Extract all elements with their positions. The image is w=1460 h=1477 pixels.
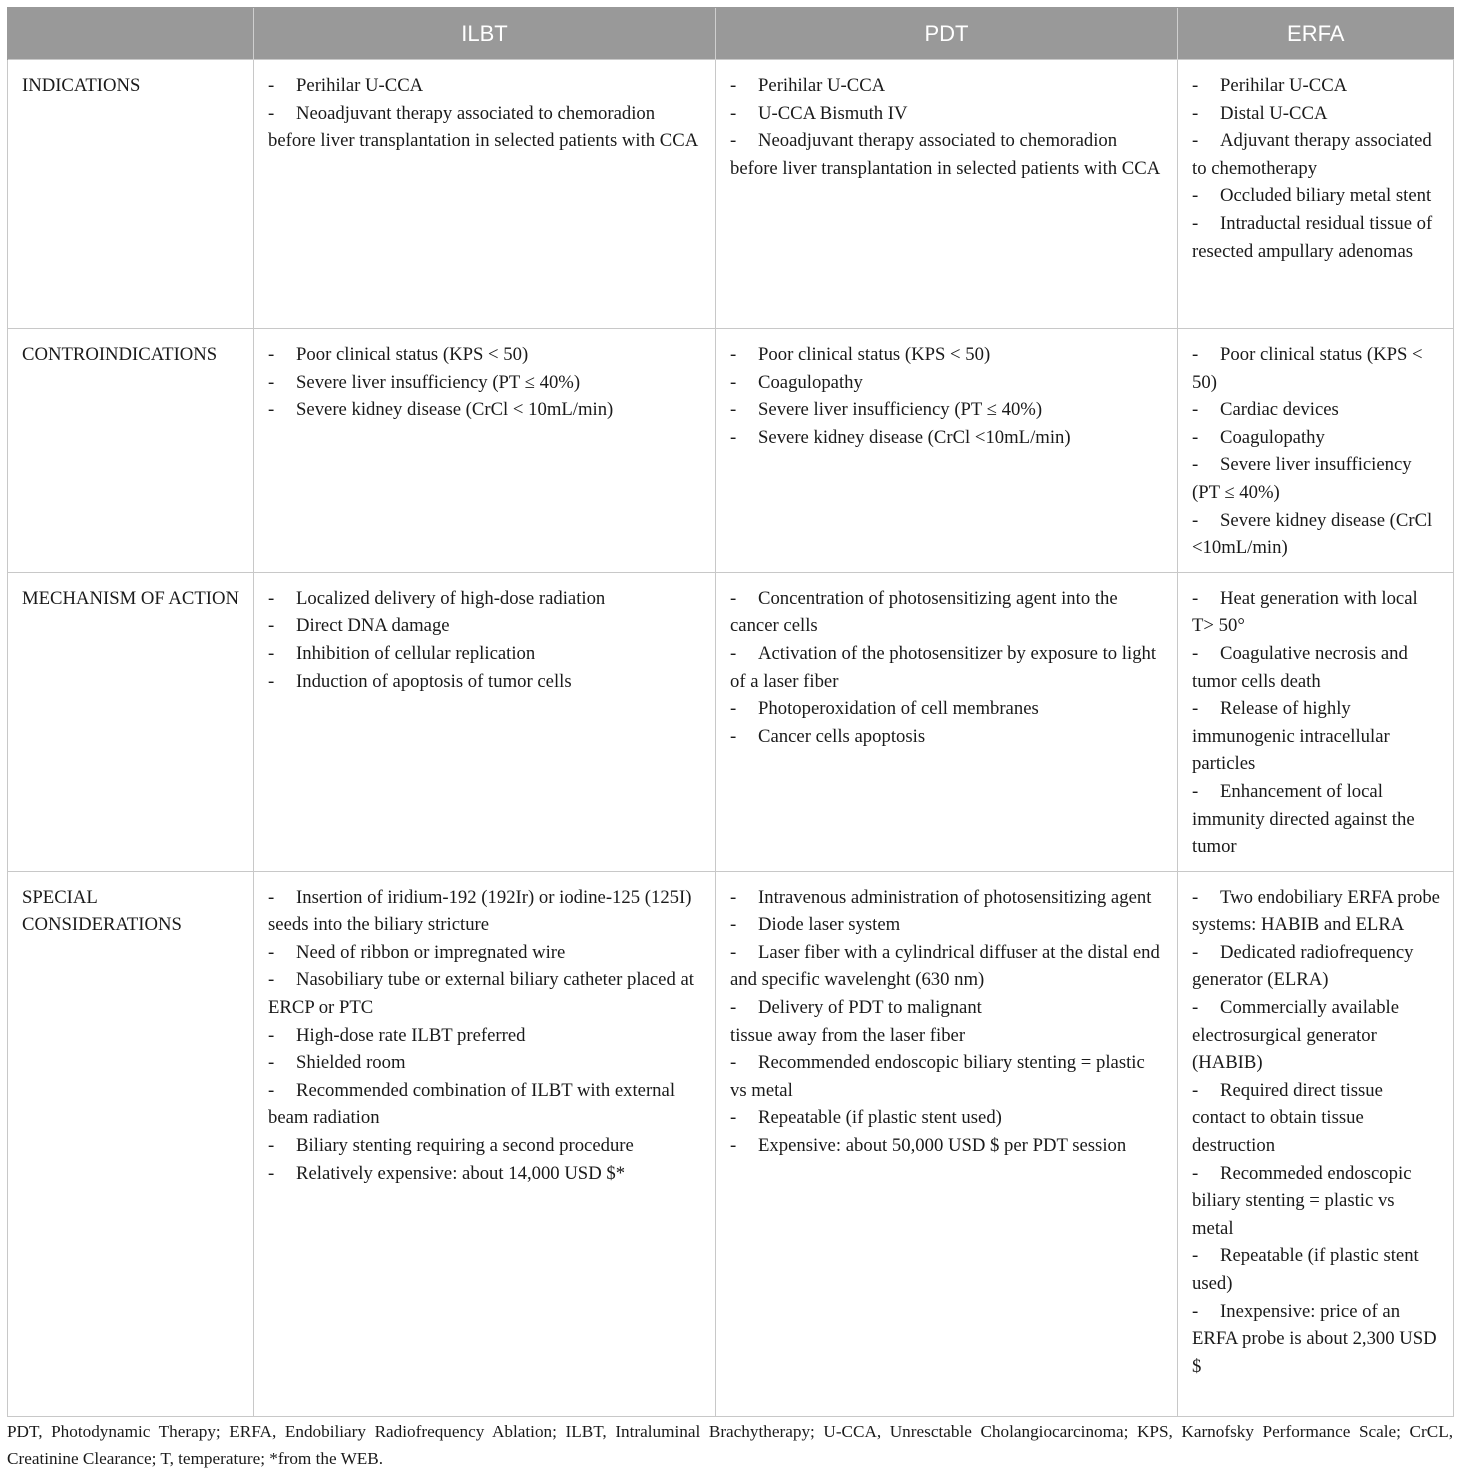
- item-text: Inexpensive: price of an ERFA probe is about 2,300 USD $: [1192, 1300, 1437, 1377]
- header-corner: [8, 8, 254, 60]
- item-text: Coagulopathy: [1220, 426, 1325, 448]
- item-text: U-CCA Bismuth IV: [758, 102, 908, 124]
- item-text: Poor clinical status (KPS < 50): [296, 344, 529, 365]
- list-item: [1192, 507, 1440, 562]
- pdt-cell: [716, 60, 1178, 329]
- bullet-dash: -: [730, 1052, 737, 1074]
- bullet-dash: -: [268, 371, 275, 393]
- bullet-dash: -: [1192, 997, 1199, 1019]
- list-item: [730, 72, 1164, 100]
- item-text: Repeatable (if plastic stent used): [758, 1107, 1002, 1129]
- list-item: [1192, 585, 1440, 640]
- item-text: Poor clinical status (KPS < 50): [758, 344, 991, 365]
- bullet-dash: -: [1192, 941, 1199, 963]
- bullet-dash: -: [268, 969, 275, 991]
- list-item: [730, 640, 1164, 695]
- table-row: [8, 871, 1454, 1416]
- bullet-dash: -: [268, 642, 275, 664]
- list-item: [1192, 1160, 1440, 1243]
- list-item: [730, 369, 1164, 397]
- erfa-cell: [1178, 871, 1454, 1416]
- list-item: [268, 1077, 702, 1132]
- list-item: [1192, 778, 1440, 861]
- ilbt-cell: [254, 329, 716, 573]
- list-item: [730, 1049, 1164, 1104]
- bullet-dash: -: [268, 1162, 275, 1184]
- bullet-dash: -: [268, 587, 275, 609]
- bullet-dash: -: [730, 102, 737, 124]
- table-row: [8, 572, 1454, 871]
- list-item: [1192, 341, 1440, 396]
- bullet-dash: -: [1192, 698, 1199, 720]
- item-text: Severe liver insufficiency (PT ≤ 40%): [758, 399, 1043, 421]
- list-item: [730, 1022, 1164, 1050]
- item-text: Direct DNA damage: [296, 615, 450, 637]
- item-text: Enhancement of local immunity directed against the tumor: [1192, 780, 1415, 858]
- item-text: Insertion of iridium-192 (192Ir) or iodine-125 (125I) seeds into the biliary stricture: [268, 886, 692, 936]
- bullet-dash: -: [268, 886, 275, 908]
- item-text: Neoadjuvant therapy associated to chemoradion before liver transplantation in selected patients with CCA: [730, 130, 1161, 179]
- ilbt-cell: [254, 871, 716, 1416]
- list-item: [730, 127, 1164, 182]
- bullet-dash: -: [1192, 399, 1199, 421]
- bullet-dash: -: [268, 941, 275, 963]
- table-row: [8, 329, 1454, 573]
- item-text: Delivery of PDT to malignant: [758, 997, 982, 1019]
- list-item: [730, 994, 1164, 1022]
- bullet-dash: -: [730, 587, 737, 609]
- item-text: Diode laser system: [758, 914, 901, 936]
- item-text: Distal U-CCA: [1220, 102, 1328, 124]
- list-item: [1192, 640, 1440, 695]
- table-header-row: [8, 8, 1454, 60]
- item-text: Severe kidney disease (CrCl <10mL/min): [758, 426, 1071, 448]
- item-text: Release of highly immunogenic intracellular particles: [1192, 698, 1390, 775]
- item-text: Perihilar U-CCA: [1220, 75, 1348, 96]
- header-ilbt: ILBT: [254, 8, 716, 60]
- ilbt-cell: [254, 60, 716, 329]
- bullet-dash: -: [1192, 426, 1199, 448]
- row-label: SPECIAL CONSIDERATIONS: [8, 871, 254, 1416]
- erfa-cell: [1178, 329, 1454, 573]
- list-item: [730, 1104, 1164, 1132]
- item-text: Intraductal residual tissue of resected ampullary adenomas: [1192, 212, 1433, 262]
- item-text: High-dose rate ILBT preferred: [296, 1024, 526, 1046]
- list-item: [268, 341, 702, 369]
- item-text: Repeatable (if plastic stent used): [1192, 1245, 1419, 1294]
- bullet-dash: -: [268, 102, 275, 124]
- item-text: Activation of the photosensitizer by exposure to light of a laser fiber: [730, 642, 1157, 692]
- list-item: [1192, 884, 1440, 939]
- bullet-dash: -: [1192, 102, 1199, 124]
- list-item: [1192, 182, 1440, 210]
- list-item: [730, 884, 1164, 912]
- bullet-dash: -: [730, 344, 737, 365]
- item-text: Severe kidney disease (CrCl < 10mL/min): [296, 399, 614, 421]
- list-item: [1192, 1298, 1440, 1381]
- bullet-dash: -: [268, 1052, 275, 1074]
- bullet-dash: -: [1192, 1079, 1199, 1101]
- item-text: Neoadjuvant therapy associated to chemoradion before liver transplantation in selected patients with CCA: [268, 102, 699, 152]
- comparison-table: [7, 7, 1454, 1417]
- list-item: [1192, 1077, 1440, 1160]
- list-item: [730, 911, 1164, 939]
- list-item: [730, 585, 1164, 640]
- list-item: [1192, 210, 1440, 265]
- bullet-dash: -: [1192, 1162, 1199, 1184]
- list-item: [730, 341, 1164, 369]
- item-text: Laser fiber with a cylindrical diffuser at the distal end and specific wavelenght (630 nm): [730, 941, 1160, 991]
- list-item: [1192, 994, 1440, 1077]
- bullet-dash: -: [1192, 130, 1199, 152]
- item-text: Coagulative necrosis and tumor cells death: [1192, 642, 1408, 692]
- bullet-dash: -: [1192, 185, 1199, 207]
- item-text: Commercially available electrosurgical generator (HABIB): [1192, 997, 1400, 1074]
- bullet-dash: -: [1192, 1300, 1199, 1322]
- list-item: [268, 1160, 702, 1188]
- bullet-dash: -: [730, 399, 737, 421]
- list-item: [268, 640, 702, 668]
- bullet-dash: -: [730, 698, 737, 720]
- bullet-dash: -: [1192, 642, 1199, 664]
- bullet-dash: -: [1192, 509, 1199, 531]
- erfa-cell: [1178, 572, 1454, 871]
- row-label: CONTROINDICATIONS: [8, 329, 254, 573]
- bullet-dash: -: [730, 914, 737, 936]
- erfa-cell: [1178, 60, 1454, 329]
- item-text: Adjuvant therapy associated to chemotherapy: [1192, 130, 1432, 179]
- item-text: Perihilar U-CCA: [296, 75, 424, 96]
- item-text: Severe liver insufficiency (PT ≤ 40%): [1192, 454, 1412, 503]
- item-text: Required direct tissue contact to obtain tissue destruction: [1192, 1079, 1383, 1157]
- item-text: Inhibition of cellular replication: [296, 642, 536, 664]
- item-text: Coagulopathy: [758, 371, 863, 393]
- row-label: MECHANISM OF ACTION: [8, 572, 254, 871]
- item-text: Two endobiliary ERFA probe systems: HABIB and ELRA: [1192, 886, 1440, 936]
- bullet-dash: -: [1192, 75, 1199, 96]
- header-erfa: ERFA: [1178, 8, 1454, 60]
- item-text: Expensive: about 50,000 USD $ per PDT session: [758, 1135, 1127, 1157]
- bullet-dash: -: [268, 1079, 275, 1101]
- list-item: [268, 884, 702, 939]
- bullet-dash: -: [730, 75, 737, 96]
- bullet-dash: -: [730, 371, 737, 393]
- item-text: Recommended endoscopic biliary stenting = plastic vs metal: [730, 1052, 1145, 1101]
- item-text: Poor clinical status (KPS < 50): [1192, 344, 1423, 393]
- item-text: Recommeded endoscopic biliary stenting = plastic vs metal: [1192, 1162, 1412, 1239]
- bullet-dash: -: [1192, 344, 1199, 365]
- list-item: [730, 396, 1164, 424]
- list-item: [1192, 127, 1440, 182]
- row-label: INDICATIONS: [8, 60, 254, 329]
- bullet-dash: -: [730, 941, 737, 963]
- item-text: Induction of apoptosis of tumor cells: [296, 670, 572, 692]
- list-item: [730, 1132, 1164, 1160]
- list-item: [1192, 1242, 1440, 1297]
- list-item: [268, 72, 702, 100]
- header-pdt: PDT: [716, 8, 1178, 60]
- list-item: [268, 966, 702, 1021]
- bullet-dash: -: [730, 426, 737, 448]
- bullet-dash: -: [730, 1135, 737, 1157]
- bullet-dash: -: [730, 725, 737, 747]
- list-item: [268, 369, 702, 397]
- bullet-dash: -: [730, 997, 737, 1019]
- item-text: tissue away from the laser fiber: [730, 1024, 966, 1046]
- item-text: Localized delivery of high-dose radiation: [296, 587, 606, 609]
- bullet-dash: -: [268, 615, 275, 637]
- list-item: [268, 939, 702, 967]
- list-item: [268, 1132, 702, 1160]
- list-item: [1192, 396, 1440, 424]
- bullet-dash: -: [268, 1135, 275, 1157]
- bullet-dash: -: [1192, 587, 1199, 609]
- list-item: [268, 585, 702, 613]
- pdt-cell: [716, 572, 1178, 871]
- item-text: Nasobiliary tube or external biliary catheter placed at ERCP or PTC: [268, 969, 694, 1019]
- bullet-dash: -: [1192, 454, 1199, 476]
- bullet-dash: -: [268, 670, 275, 692]
- list-item: [730, 939, 1164, 994]
- item-text: Perihilar U-CCA: [758, 75, 886, 96]
- list-item: [268, 668, 702, 696]
- list-item: [268, 612, 702, 640]
- item-text: Concentration of photosensitizing agent into the cancer cells: [730, 587, 1118, 637]
- bullet-dash: -: [268, 344, 275, 365]
- list-item: [268, 1049, 702, 1077]
- item-text: Occluded biliary metal stent: [1220, 185, 1432, 207]
- bullet-dash: -: [268, 1024, 275, 1046]
- ilbt-cell: [254, 572, 716, 871]
- table-row: [8, 60, 1454, 329]
- item-text: Cancer cells apoptosis: [758, 725, 926, 747]
- list-item: [1192, 100, 1440, 128]
- item-text: Recommended combination of ILBT with external beam radiation: [268, 1079, 676, 1129]
- bullet-dash: -: [1192, 1245, 1199, 1267]
- bullet-dash: -: [1192, 780, 1199, 802]
- list-item: [730, 723, 1164, 751]
- comparison-table-container: [7, 7, 1453, 1417]
- table-footnote: PDT, Photodynamic Therapy; ERFA, Endobiliary Radiofrequency Ablation; ILBT, Intraluminal Brachytherapy; U-CCA, Unresctable Cholangiocarcinoma; KPS, Karnofsky Performance Scale; CrCL, Creatinine Clearance; T, temperature; *from the WEB.: [7, 1422, 1453, 1468]
- item-text: Heat generation with local T> 50°: [1192, 587, 1418, 637]
- bullet-dash: -: [1192, 212, 1199, 234]
- list-item: [268, 396, 702, 424]
- item-text: Biliary stenting requiring a second procedure: [296, 1135, 634, 1157]
- item-text: Severe kidney disease (CrCl <10mL/min): [1192, 509, 1433, 559]
- item-text: Shielded room: [296, 1052, 406, 1074]
- list-item: [1192, 451, 1440, 506]
- item-text: Dedicated radiofrequency generator (ELRA): [1192, 941, 1414, 991]
- bullet-dash: -: [268, 75, 275, 96]
- pdt-cell: [716, 329, 1178, 573]
- item-text: Need of ribbon or impregnated wire: [296, 941, 566, 963]
- bullet-dash: -: [730, 1107, 737, 1129]
- list-item: [1192, 939, 1440, 994]
- item-text: Photoperoxidation of cell membranes: [758, 698, 1039, 720]
- bullet-dash: -: [730, 886, 737, 908]
- item-text: Intravenous administration of photosensitizing agent: [758, 886, 1152, 908]
- list-item: [268, 100, 702, 155]
- list-item: [1192, 695, 1440, 778]
- bullet-dash: -: [268, 399, 275, 421]
- bullet-dash: -: [730, 130, 737, 152]
- list-item: [730, 100, 1164, 128]
- item-text: Relatively expensive: about 14,000 USD $*: [296, 1162, 626, 1184]
- bullet-dash: -: [730, 642, 737, 664]
- list-item: [268, 1022, 702, 1050]
- item-text: Cardiac devices: [1220, 399, 1339, 421]
- item-text: Severe liver insufficiency (PT ≤ 40%): [296, 371, 581, 393]
- list-item: [1192, 424, 1440, 452]
- list-item: [730, 695, 1164, 723]
- pdt-cell: [716, 871, 1178, 1416]
- bullet-dash: -: [1192, 886, 1199, 908]
- list-item: [730, 424, 1164, 452]
- list-item: [1192, 72, 1440, 100]
